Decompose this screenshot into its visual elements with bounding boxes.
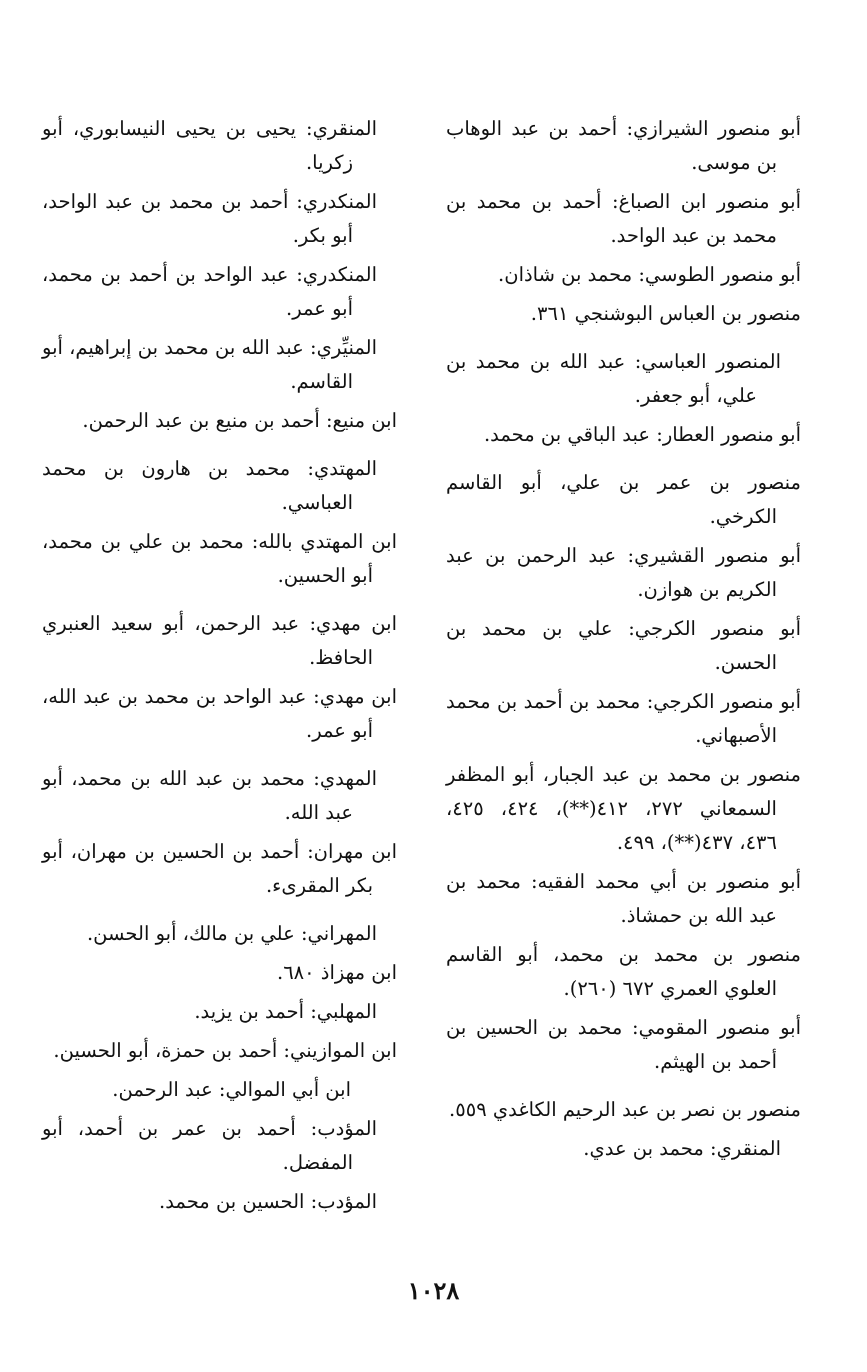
index-entry: المؤدب: الحسين بن محمد. xyxy=(159,1190,377,1213)
index-entry: المنقري: يحيى بن يحيى النيسابوري، أبو زكريا. xyxy=(42,117,377,174)
index-entry: أبو منصور الكرجي: محمد بن أحمد بن محمد الأصبهاني. xyxy=(446,690,801,747)
index-entry: المنقري: محمد بن عدي. xyxy=(583,1137,781,1160)
index-entry: المنكدري: عبد الواحد بن أحمد بن محمد، أبو عمر. xyxy=(42,263,377,320)
index-entry: المنكدري: أحمد بن محمد بن عبد الواحد، أبو بكر. xyxy=(42,190,377,247)
index-entry: ابن منيع: أحمد بن منيع بن عبد الرحمن. xyxy=(82,409,397,432)
index-entry: المهلبي: أحمد بن يزيد. xyxy=(194,1000,377,1023)
index-entry: أبو منصور ابن الصباغ: أحمد بن محمد بن محمد بن عبد الواحد. xyxy=(446,190,801,247)
index-entry: ابن مهدي: عبد الرحمن، أبو سعيد العنبري الحافظ. xyxy=(42,612,397,669)
index-entry: أبو منصور القشيري: عبد الرحمن بن عبد الكريم بن هوازن. xyxy=(446,544,801,601)
index-entry: ابن الموازيني: أحمد بن حمزة، أبو الحسين. xyxy=(53,1039,397,1062)
index-entry: المهتدي: محمد بن هارون بن محمد العباسي. xyxy=(42,457,377,514)
index-entry: المنصور العباسي: عبد الله بن محمد بن علي، أبو جعفر. xyxy=(446,350,781,407)
index-entry: أبو منصور الطوسي: محمد بن شاذان. xyxy=(498,263,801,286)
index-entry: منصور بن العباس البوشنجي ٣٦١. xyxy=(530,302,801,325)
index-entry: أبو منصور العطار: عبد الباقي بن محمد. xyxy=(483,423,801,446)
index-entry: ابن مهزاذ ٦٨٠. xyxy=(276,961,397,984)
index-entry: أبو منصور المقومي: محمد بن الحسين بن أحمد بن الهيثم. xyxy=(446,1016,801,1073)
index-entry: أبو منصور الكرجي: علي بن محمد بن الحسن. xyxy=(446,617,801,674)
index-entry: منصور بن نصر بن عبد الرحيم الكاغدي ٥٥٩. xyxy=(449,1098,801,1121)
index-entry: منصور بن محمد بن محمد، أبو القاسم العلوي العمري ٦٧٢ (٢٦٠). xyxy=(446,943,801,1000)
index-entry: منصور بن محمد بن عبد الجبار، أبو المظفر السمعاني ٢٧٢، ٤١٢(**)، ٤٢٤، ٤٢٥، ٤٣٦، ٤٣٧(**)، ٤٩٩. xyxy=(446,763,801,854)
index-entry: منصور بن عمر بن علي، أبو القاسم الكرخي. xyxy=(446,471,801,528)
page-number: ١٠٢٨ xyxy=(407,1276,460,1305)
index-entry: ابن أبي الموالي: عبد الرحمن. xyxy=(112,1078,351,1101)
index-entry: المنيِّري: عبد الله بن محمد بن إبراهيم، أبو القاسم. xyxy=(42,336,377,393)
index-entry: ابن مهدي: عبد الواحد بن محمد بن عبد الله، أبو عمر. xyxy=(42,685,397,742)
index-entry: المؤدب: أحمد بن عمر بن أحمد، أبو المفضل. xyxy=(42,1117,377,1174)
index-entry: ابن المهتدي بالله: محمد بن علي بن محمد، أبو الحسين. xyxy=(42,530,397,587)
right-column xyxy=(446,112,801,1171)
left-column xyxy=(42,112,397,1224)
index-entry: ابن مهران: أحمد بن الحسين بن مهران، أبو بكر المقرىء. xyxy=(42,840,397,897)
index-entry: المهدي: محمد بن عبد الله بن محمد، أبو عبد الله. xyxy=(42,767,377,824)
index-entry: أبو منصور الشيرازي: أحمد بن عبد الوهاب بن موسى. xyxy=(446,117,801,174)
index-entry: أبو منصور بن أبي محمد الفقيه: محمد بن عبد الله بن حمشاذ. xyxy=(446,870,801,927)
index-entry: المهراني: علي بن مالك، أبو الحسن. xyxy=(86,922,377,945)
